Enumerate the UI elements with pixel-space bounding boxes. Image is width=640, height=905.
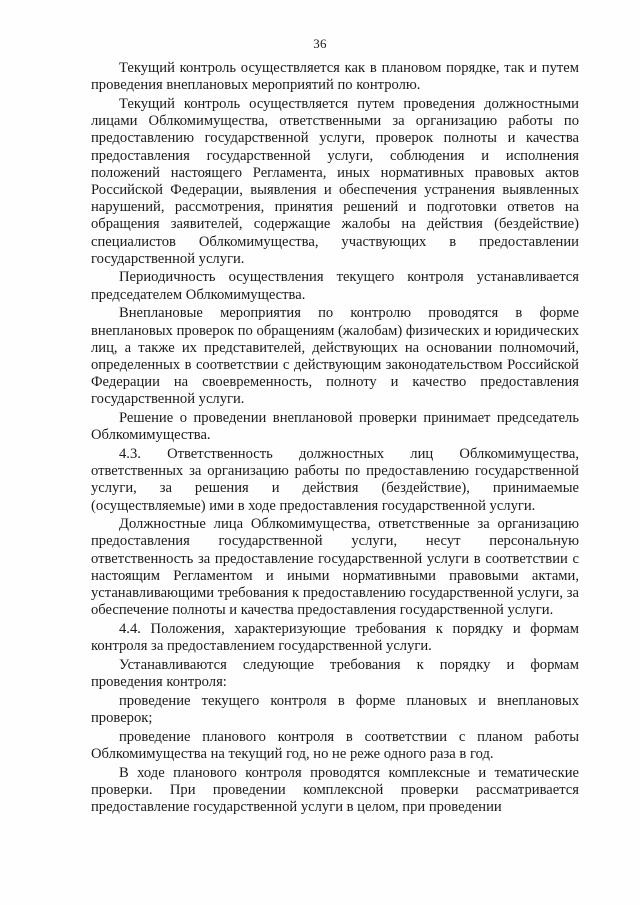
paragraph-comprehensive-checks: В ходе планового контроля проводятся комплексные и тематические проверки. При проведении комплексной проверки рассматривается предоставление государственной услуги в целом, при проведении — [91, 764, 579, 816]
paragraph-unscheduled-measures: Внеплановые мероприятия по контролю проводятся в форме внеплановых проверок по обращениям (жалобам) физических и юридических лиц, а также их представителей, действующих на основании полномочий, определенных в соответствии с действующим законодательством Российской Федерации на своевременность, полноту и качество предоставления государственной услуги. — [91, 305, 579, 408]
paragraph-current-control-modes: Текущий контроль осуществляется как в плановом порядке, так и путем проведения внеплановых мероприятий по контролю. — [91, 60, 579, 94]
section-heading-4-3: 4.3. Ответственность должностных лиц Облкомимущества, ответственных за организацию работы по предоставлению государственной услуги, за решения и действия (бездействие), принимаемые (осуществляемые) ими в ходе предоставления государственной услуги. — [91, 445, 579, 514]
paragraph-officials-responsibility: Должностные лица Облкомимущества, ответственные за организацию предоставления государственной услуги, несут персональную ответственность за предоставление государственной услуги в соответствии с настоящим Регламентом и иными нормативными правовыми актами, устанавливающими требования к предоставлению государственной услуги, за обеспечение полноты и качества предоставления государственной услуги. — [91, 516, 579, 619]
paragraph-current-control-description: Текущий контроль осуществляется путем проведения должностными лицами Облкомимущества, ответственными за организацию работы по предоставлению государственной услуги, проверок полноты и качества предоставления государственной услуги, соблюдения и исполнения положений настоящего Регламента, иных нормативных правовых актов Российской Федерации, выявления и обеспечения устранения выявленных нарушений, рассмотрения, принятия решений и подготовки ответов на обращения заявителей, содержащие жалобы на действия (бездействие) специалистов Облкомимущества, участвующих в предоставлении государственной услуги. — [91, 95, 579, 267]
list-item-current-control: проведение текущего контроля в форме плановых и внеплановых проверок; — [91, 692, 579, 727]
section-heading-4-4: 4.4. Положения, характеризующие требования к порядку и формам контроля за предоставлением государственной услуги. — [91, 621, 579, 655]
paragraph-unscheduled-decision: Решение о проведении внеплановой проверки принимает председатель Облкомимущества. — [91, 410, 579, 444]
paragraph-control-periodicity: Периодичность осуществления текущего контроля устанавливается председателем Облкомимущества. — [91, 269, 579, 303]
document-body — [91, 60, 579, 818]
paragraph-control-requirements: Устанавливаются следующие требования к порядку и формам проведения контроля: — [91, 656, 579, 691]
list-item-planned-control: проведение планового контроля в соответствии с планом работы Облкомимущества на текущий год, но не реже одного раза в год. — [91, 728, 579, 762]
page-number: 36 — [313, 36, 327, 51]
